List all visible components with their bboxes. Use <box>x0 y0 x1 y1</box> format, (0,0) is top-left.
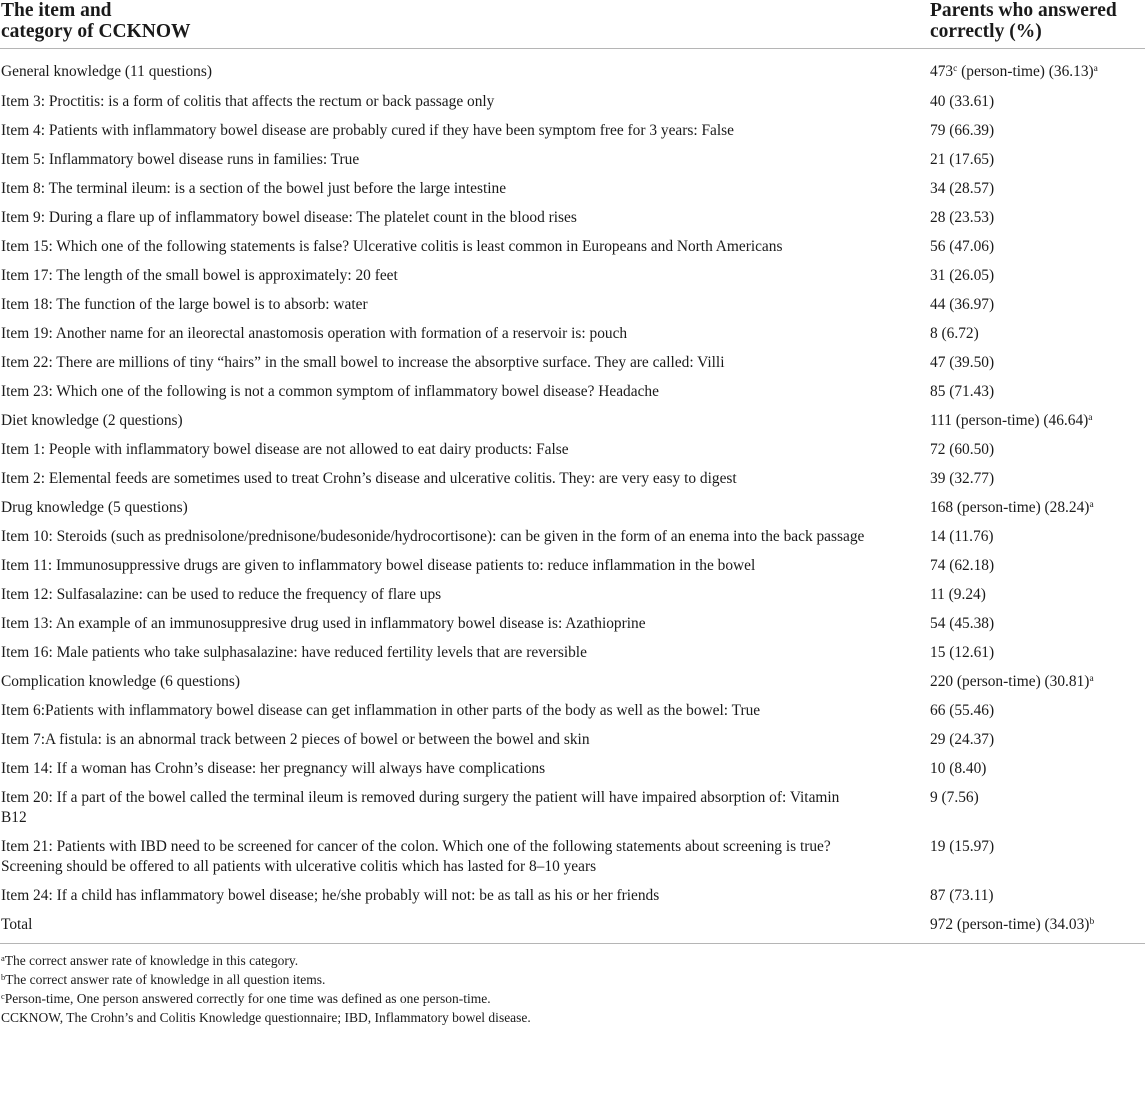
item-cell: Item 9: During a flare up of inflammatory bowel disease: The platelet count in the blood rises <box>1 208 577 226</box>
table-body <box>0 49 1145 944</box>
value-text: 168 (person-time) (28.24) <box>930 498 1090 516</box>
footnote-text: Person-time, One person answered correctly for one time was defined as one person-time. <box>4 990 491 1006</box>
value-cell <box>928 580 1145 609</box>
table-row <box>0 522 1145 551</box>
value-text: 9 (7.56) <box>930 788 979 806</box>
footnote-text: CCKNOW, The Crohn’s and Colitis Knowledge questionnaire; IBD, Inflammatory bowel disease. <box>1 1009 531 1025</box>
value-text: 14 (11.76) <box>930 527 994 545</box>
table-row <box>0 406 1145 435</box>
value-cell <box>928 406 1145 435</box>
value-text: 85 (71.43) <box>930 382 995 400</box>
item-cell: Diet knowledge (2 questions) <box>1 411 183 429</box>
table-row <box>0 319 1145 348</box>
item-cell: Item 24: If a child has inflammatory bowel disease; he/she probably will not: be as tall as his or her friends <box>1 886 660 904</box>
item-cell: Item 18: The function of the large bowel is to absorb: water <box>1 295 368 313</box>
value-text: 74 (62.18) <box>930 556 995 574</box>
table-row <box>0 49 1145 88</box>
table-row <box>0 290 1145 319</box>
value-text: 220 (person-time) (30.81) <box>930 672 1090 690</box>
footnote <box>1 970 1145 989</box>
header-col2-line2: correctly (%) <box>930 21 1042 42</box>
value-text: 39 (32.77) <box>930 469 995 487</box>
table-row <box>0 725 1145 754</box>
value-text: 79 (66.39) <box>930 121 995 139</box>
item-cell: Item 17: The length of the small bowel is approximately: 20 feet <box>1 266 398 284</box>
item-cell: Item 4: Patients with inflammatory bowel disease are probably cured if they have been symptom free for 3 years: False <box>1 121 734 139</box>
item-cell: Item 3: Proctitis: is a form of colitis that affects the rectum or back passage only <box>1 92 495 110</box>
table-row <box>0 145 1145 174</box>
value-cell <box>928 522 1145 551</box>
value-cell <box>928 87 1145 116</box>
value-cell <box>928 638 1145 667</box>
value-text: (person-time) (36.13) <box>957 63 1094 80</box>
footnote-marker: a <box>1089 673 1094 684</box>
item-cell: Item 5: Inflammatory bowel disease runs in families: True <box>1 150 360 168</box>
item-cell: Item 8: The terminal ileum: is a section of the bowel just before the large intestine <box>1 179 507 197</box>
value-cell <box>928 551 1145 580</box>
value-cell <box>928 174 1145 203</box>
table-row <box>0 435 1145 464</box>
header-item-category <box>0 0 928 49</box>
table-row <box>0 232 1145 261</box>
footnote-marker: b <box>1089 916 1095 927</box>
item-cell: Item 11: Immunosuppressive drugs are given to inflammatory bowel disease patients to: reduce inflammation in the bowel <box>1 556 756 574</box>
table-row <box>0 609 1145 638</box>
table-row <box>0 464 1145 493</box>
value-text: 47 (39.50) <box>930 353 995 371</box>
value-cell <box>928 783 1145 832</box>
value-text: 15 (12.61) <box>930 643 995 661</box>
footnote-marker: a <box>1089 499 1094 510</box>
value-text: 34 (28.57) <box>930 179 995 197</box>
table-row <box>0 116 1145 145</box>
value-cell <box>928 49 1145 88</box>
value-text: 10 (8.40) <box>930 759 987 777</box>
header-col1-line2: category of CCKNOW <box>1 21 191 42</box>
value-cell <box>928 348 1145 377</box>
value-text: 972 (person-time) (34.03) <box>930 915 1090 933</box>
item-cell: Item 12: Sulfasalazine: can be used to reduce the frequency of flare ups <box>1 585 442 603</box>
item-cell: Item 13: An example of an immunosuppresive drug used in inflammatory bowel disease is: Azathioprine <box>1 614 646 632</box>
footnote-marker: c <box>1 990 5 1001</box>
footnote <box>1 989 1145 1008</box>
footnote <box>1 951 1145 970</box>
value-cell <box>928 464 1145 493</box>
item-cell: Item 22: There are millions of tiny “hairs” in the small bowel to increase the absorptive surface. They are called: Villi <box>1 353 725 371</box>
value-cell <box>928 290 1145 319</box>
table-row <box>0 910 1145 943</box>
item-cell: Item 1: People with inflammatory bowel disease are not allowed to eat dairy products: False <box>1 440 569 458</box>
table-row <box>0 87 1145 116</box>
footnote-marker: a <box>1093 64 1098 74</box>
value-cell <box>928 232 1145 261</box>
footnote-marker: b <box>1 971 6 982</box>
item-cell: Item 21: Patients with IBD need to be screened for cancer of the colon. Which one of the following statements about screening is true? Screening should be offered to all patients with ulcerative colitis which has lasted for 8–10 years <box>1 837 831 875</box>
item-cell: Item 10: Steroids (such as prednisolone/prednisone/budesonide/hydrocortisone): can be given in the form of an enema into the back passage <box>1 527 865 545</box>
table-row <box>0 832 1145 881</box>
item-cell: Item 15: Which one of the following statements is false? Ulcerative colitis is least common in Europeans and North Americans <box>1 237 783 255</box>
table-row <box>0 348 1145 377</box>
item-cell: Item 2: Elemental feeds are sometimes used to treat Crohn’s disease and ulcerative colitis. They: are very easy to digest <box>1 469 737 487</box>
table-row <box>0 377 1145 406</box>
value-text: 21 (17.65) <box>930 150 995 168</box>
item-cell: Item 7:A fistula: is an abnormal track between 2 pieces of bowel or between the bowel and skin <box>1 730 590 748</box>
header-parents-correct <box>928 0 1145 49</box>
footnotes <box>0 944 1145 1027</box>
item-cell: Item 16: Male patients who take sulphasalazine: have reduced fertility levels that are reversible <box>1 643 587 661</box>
value-text: 54 (45.38) <box>930 614 995 632</box>
value-text: 111 (person-time) (46.64) <box>930 411 1089 429</box>
value-text: 44 (36.97) <box>930 295 995 313</box>
table-row <box>0 203 1145 232</box>
value-text: 56 (47.06) <box>930 237 995 255</box>
table-row <box>0 696 1145 725</box>
footnote <box>1 1008 1145 1027</box>
value-text: 72 (60.50) <box>930 440 995 458</box>
table-row <box>0 551 1145 580</box>
value-cell <box>928 832 1145 881</box>
value-cell <box>928 696 1145 725</box>
footnote-text: The correct answer rate of knowledge in this category. <box>4 952 299 968</box>
value-cell <box>928 493 1145 522</box>
table-row <box>0 638 1145 667</box>
value-text: 40 (33.61) <box>930 92 995 110</box>
footnote-text: The correct answer rate of knowledge in all question items. <box>5 971 326 987</box>
value-cell <box>928 261 1145 290</box>
value-cell <box>928 881 1145 910</box>
value-text: 19 (15.97) <box>930 837 995 855</box>
item-cell: Item 23: Which one of the following is not a common symptom of inflammatory bowel disease? Headache <box>1 382 659 400</box>
table-row <box>0 667 1145 696</box>
header-col2-line1: Parents who answered <box>930 0 1117 21</box>
value-text: 31 (26.05) <box>930 266 995 284</box>
value-cell <box>928 435 1145 464</box>
value-cell <box>928 754 1145 783</box>
footnote-marker: c <box>953 64 958 74</box>
value-text: 87 (73.11) <box>930 886 994 904</box>
item-cell: Item 6:Patients with inflammatory bowel disease can get inflammation in other parts of the body as well as the bowel: True <box>1 701 761 719</box>
value-cell <box>928 203 1145 232</box>
value-cell <box>928 725 1145 754</box>
item-cell: Complication knowledge (6 questions) <box>1 672 240 690</box>
item-cell: Item 19: Another name for an ileorectal anastomosis operation with formation of a reservoir is: pouch <box>1 324 628 342</box>
table-row <box>0 261 1145 290</box>
item-cell: Total <box>1 915 33 933</box>
value-cell <box>928 377 1145 406</box>
table-row <box>0 754 1145 783</box>
value-cell <box>928 145 1145 174</box>
value-text: 11 (9.24) <box>930 585 986 603</box>
footnote-marker: a <box>1 952 5 963</box>
value-cell <box>928 319 1145 348</box>
table-header <box>0 0 1145 49</box>
footnote-marker: a <box>1088 412 1093 423</box>
value-prefix: 473 <box>930 63 954 80</box>
header-row <box>0 0 1145 49</box>
value-cell <box>928 667 1145 696</box>
table-row <box>0 580 1145 609</box>
value-text: 8 (6.72) <box>930 324 979 342</box>
value-text: 29 (24.37) <box>930 730 995 748</box>
table-row <box>0 174 1145 203</box>
table-row <box>0 881 1145 910</box>
value-cell <box>928 910 1145 943</box>
item-cell: Item 14: If a woman has Crohn’s disease: her pregnancy will always have complications <box>1 759 546 777</box>
value-cell <box>928 609 1145 638</box>
table-row <box>0 783 1145 832</box>
item-cell: Drug knowledge (5 questions) <box>1 498 188 516</box>
value-cell <box>928 116 1145 145</box>
item-cell: Item 20: If a part of the bowel called the terminal ileum is removed during surgery the patient will have impaired absorption of: Vitamin B12 <box>1 788 840 826</box>
table-row <box>0 493 1145 522</box>
header-col1-line1: The item and <box>1 0 112 21</box>
value-text: 28 (23.53) <box>930 208 995 226</box>
item-cell: General knowledge (11 questions) <box>1 63 212 80</box>
value-text: 66 (55.46) <box>930 701 995 719</box>
